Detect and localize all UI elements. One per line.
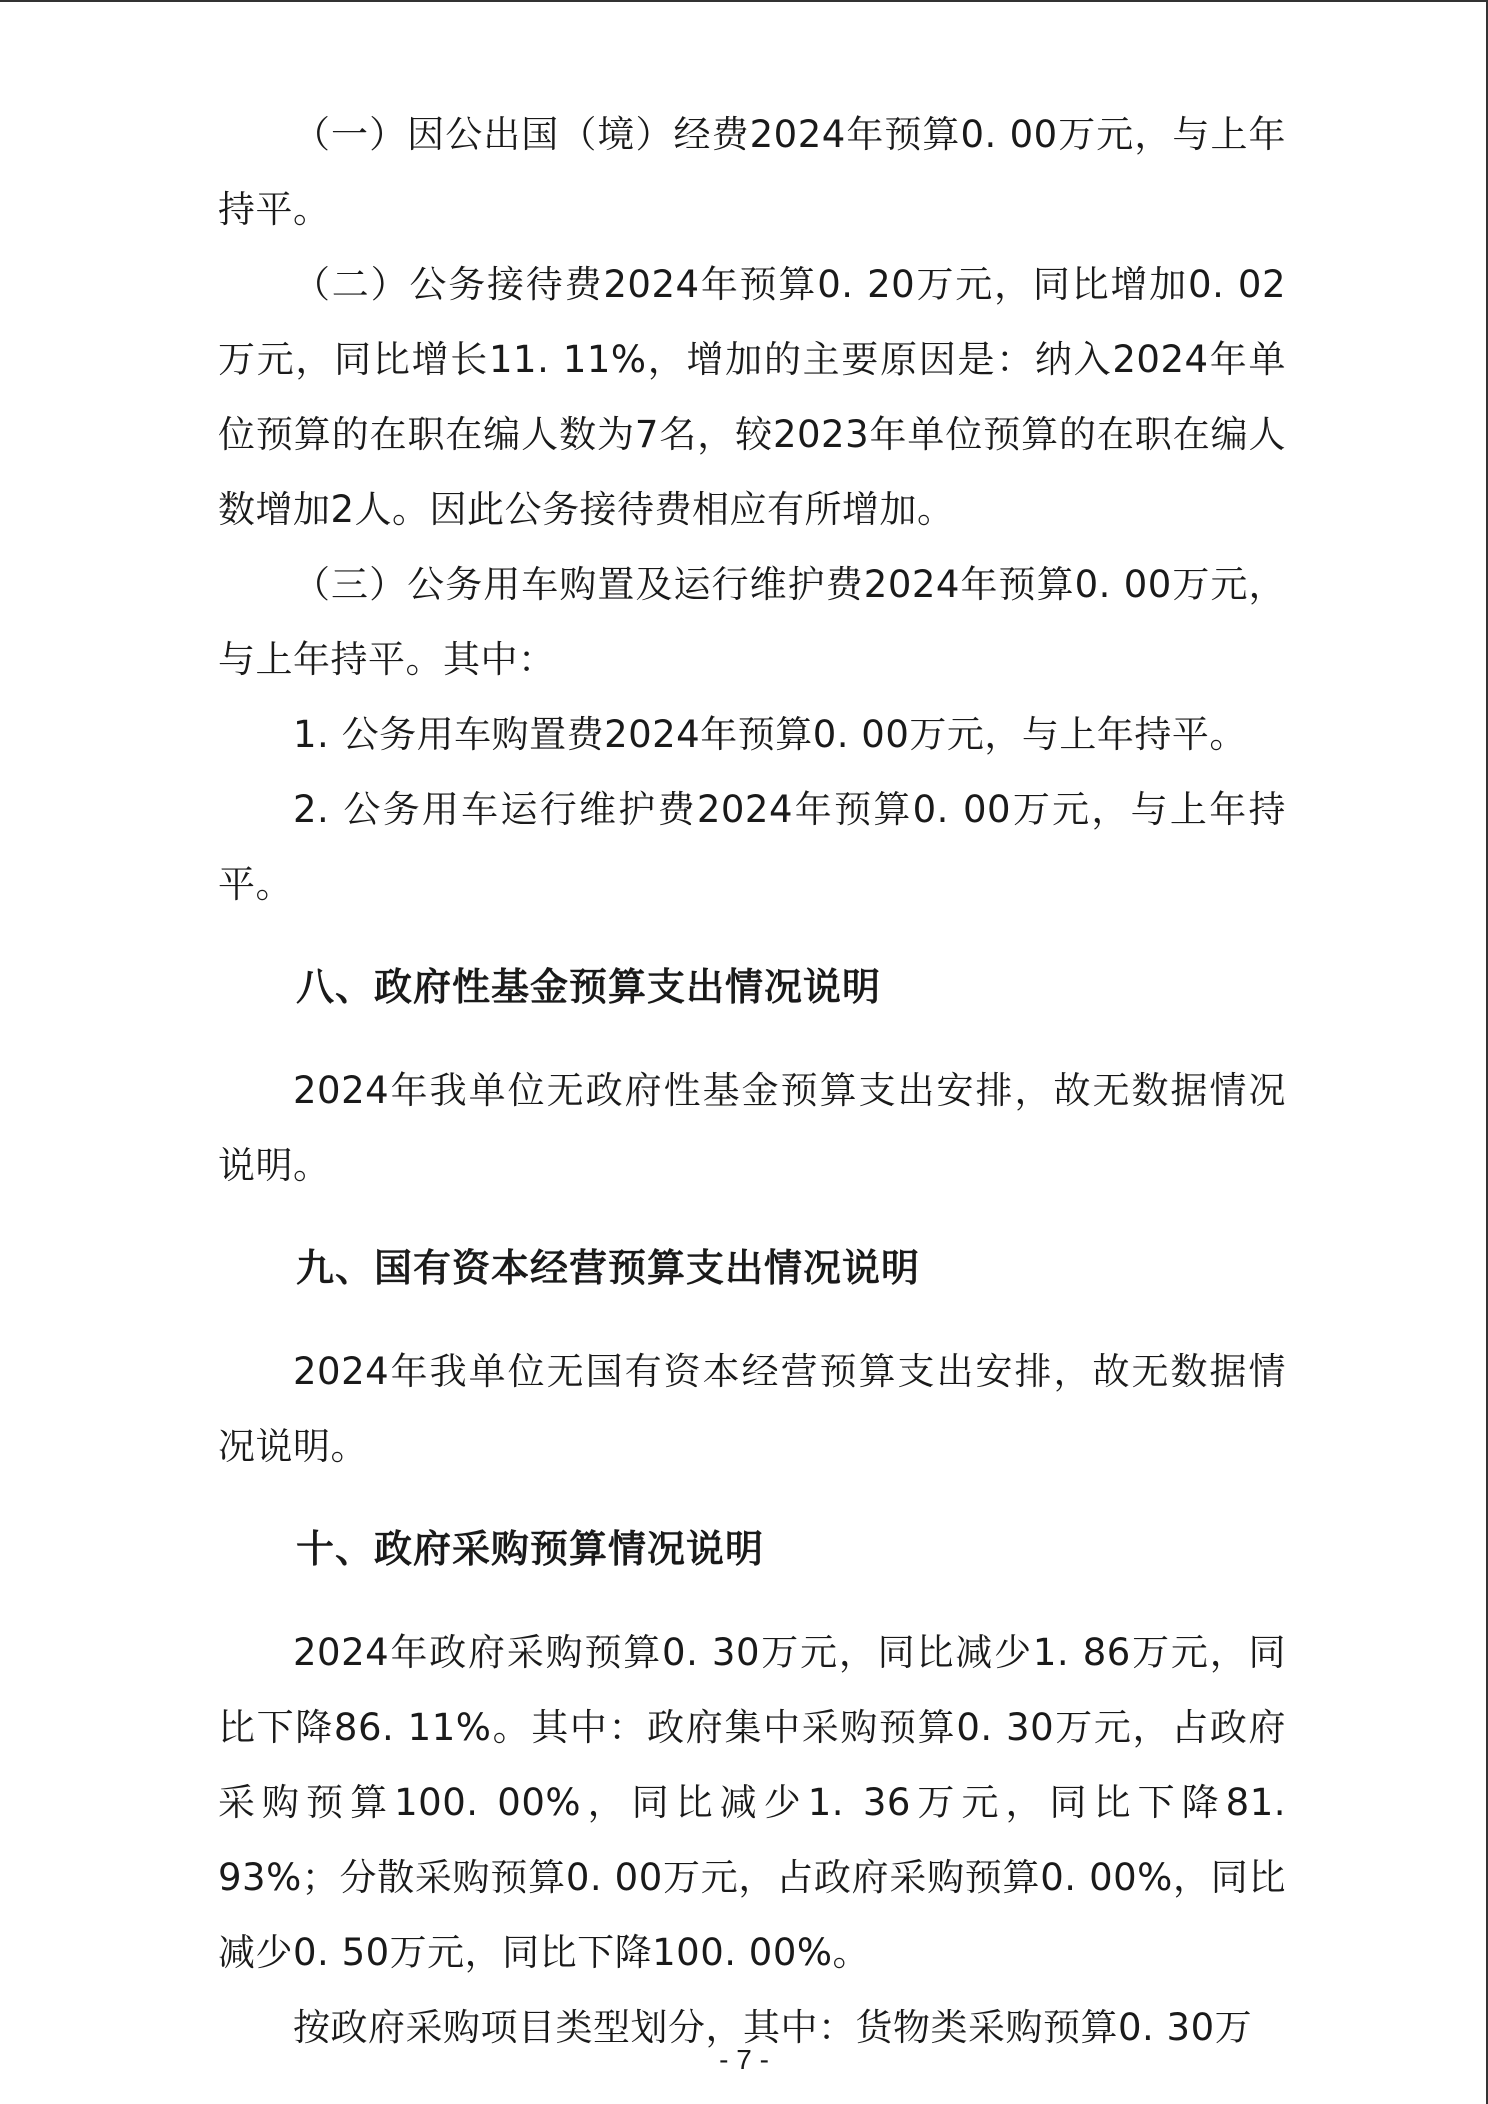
- paragraph-vehicle-maintenance: 2. 公务用车运行维护费2024年预算0. 00万元，与上年持平。: [218, 788, 1286, 906]
- section-10-heading: 十、政府采购预算情况说明: [296, 1527, 765, 1571]
- paragraph-vehicle-expense: （三）公务用车购置及运行维护费2024年预算0. 00万元，与上年持平。其中：: [218, 563, 1286, 681]
- document-body: [218, 97, 1286, 2065]
- paragraph-vehicle-purchase: 1. 公务用车购置费2024年预算0. 00万元，与上年持平。: [293, 713, 1247, 756]
- section-9-heading: 九、国有资本经营预算支出情况说明: [296, 1246, 921, 1290]
- section-8-body: 2024年我单位无政府性基金预算支出安排，故无数据情况说明。: [218, 1069, 1286, 1187]
- section-8-heading: 八、政府性基金预算支出情况说明: [296, 965, 882, 1009]
- page-number: - 7 -: [719, 2044, 769, 2075]
- paragraph-overseas-travel: （一）因公出国（境）经费2024年预算0. 00万元，与上年持平。: [218, 113, 1286, 231]
- page-border-top: [0, 0, 1488, 2]
- section-10-body-1: 2024年政府采购预算0. 30万元，同比减少1. 86万元，同比下降86. 11%。其中：政府集中采购预算0. 30万元，占政府采购预算100. 00%，同比减少1. 36万元，同比下降81. 93%；分散采购预算0. 00万元，占政府采购预算0. 00%，同比减少0. 50万元，同比下降100. 00%。: [218, 1631, 1286, 1974]
- paragraph-reception-expense: （二）公务接待费2024年预算0. 20万元，同比增加0. 02万元，同比增长11. 11%，增加的主要原因是：纳入2024年单位预算的在职在编人数为7名，较2023年单位预算的在职在编人数增加2人。因此公务接待费相应有所增加。: [218, 263, 1286, 531]
- section-10-body-2: 按政府采购项目类型划分，其中：货物类采购预算0. 30万: [293, 2006, 1253, 2049]
- section-9-body: 2024年我单位无国有资本经营预算支出安排，故无数据情况说明。: [218, 1350, 1286, 1468]
